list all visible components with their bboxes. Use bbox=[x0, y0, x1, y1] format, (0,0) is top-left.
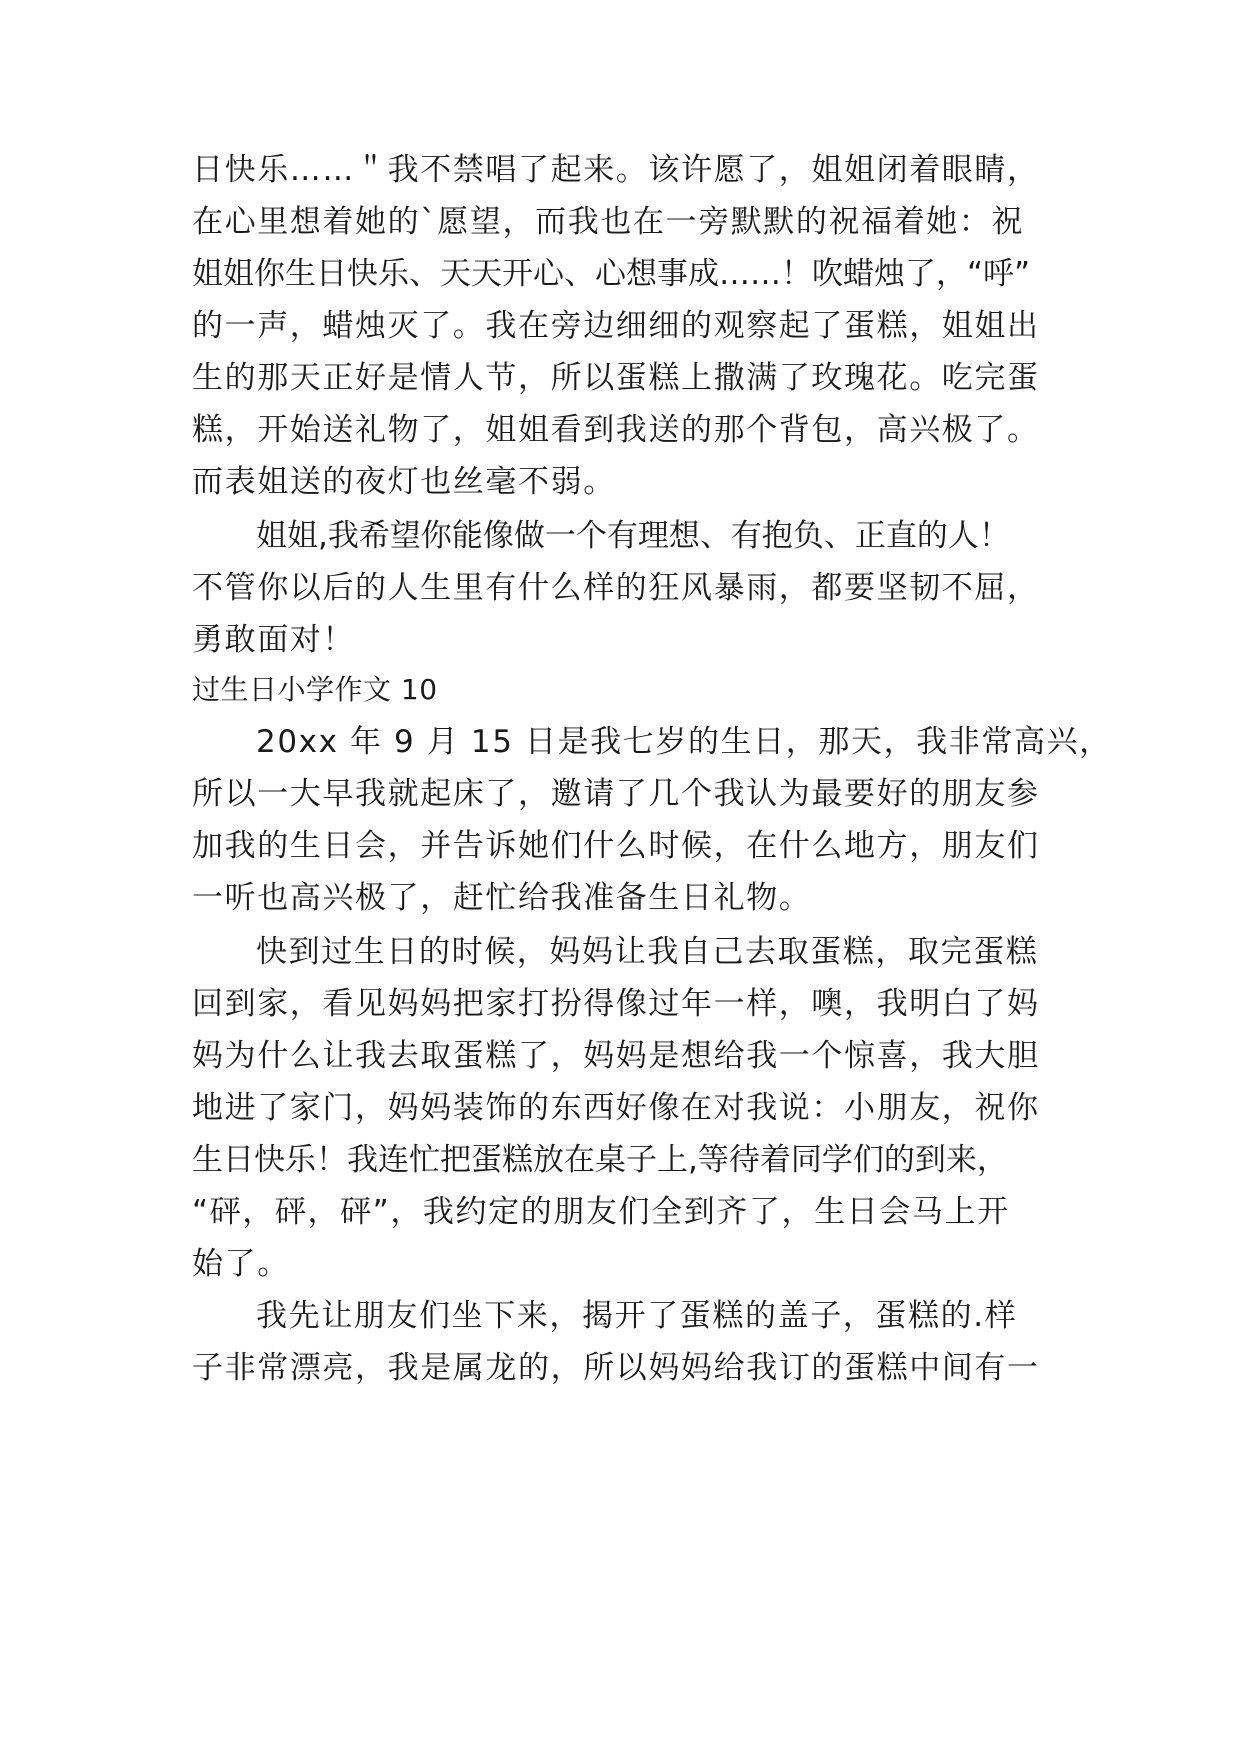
paragraph-line: 姐姐你生日快乐、天天开心、心想事成……！吹蜡烛了，“呼” bbox=[192, 256, 1031, 292]
paragraph-line: 一听也高兴极了，赶忙给我准备生日礼物。 bbox=[192, 880, 812, 916]
paragraph-line: 糕，开始送礼物了，姐姐看到我送的那个背包，高兴极了。 bbox=[192, 412, 1040, 448]
paragraph-line: 始了。 bbox=[192, 1246, 290, 1282]
paragraph-line: 我先让朋友们坐下来，揭开了蛋糕的盖子，蛋糕的.样 bbox=[256, 1298, 1018, 1334]
paragraph-line: 子非常漂亮，我是属龙的，所以妈妈给我订的蛋糕中间有一 bbox=[192, 1350, 1040, 1386]
paragraph-line: 地进了家门，妈妈装饰的东西好像在对我说：小朋友，祝你 bbox=[192, 1090, 1040, 1126]
paragraph-line: 日快乐……＂我不禁唱了起来。该许愿了，姐姐闭着眼睛， bbox=[192, 152, 1040, 188]
paragraph-line: 的一声，蜡烛灭了。我在旁边细细的观察起了蛋糕，姐姐出 bbox=[192, 308, 1040, 344]
paragraph-line: 加我的生日会，并告诉她们什么时候，在什么地方，朋友们 bbox=[192, 828, 1040, 864]
paragraph-line: 妈为什么让我去取蛋糕了，妈妈是想给我一个惊喜，我大胆 bbox=[192, 1038, 1040, 1074]
paragraph-line: 快到过生日的时候，妈妈让我自己去取蛋糕，取完蛋糕 bbox=[256, 934, 1039, 970]
paragraph-line: 而表姐送的夜灯也丝毫不弱。 bbox=[192, 464, 616, 500]
paragraph-line: “砰，砰，砰”，我约定的朋友们全到齐了，生日会马上开 bbox=[192, 1194, 1010, 1230]
paragraph-line: 生的那天正好是情人节，所以蛋糕上撒满了玫瑰花。吃完蛋 bbox=[192, 360, 1040, 396]
section-heading: 过生日小学作文 10 bbox=[192, 673, 438, 706]
paragraph-line: 20xx 年 9 月 15 日是我七岁的生日，那天，我非常高兴， bbox=[256, 724, 1112, 760]
paragraph-line: 勇敢面对！ bbox=[192, 622, 355, 658]
paragraph-line: 在心里想着她的`愿望，而我也在一旁默默的祝福着她：祝 bbox=[192, 204, 1025, 240]
paragraph-line: 姐姐,我希望你能像做一个有理想、有抱负、正直的人！ bbox=[256, 518, 1010, 554]
paragraph-line: 回到家，看见妈妈把家打扮得像过年一样，噢，我明白了妈 bbox=[192, 986, 1040, 1022]
paragraph-line: 生日快乐！我连忙把蛋糕放在桌子上,等待着同学们的到来， bbox=[192, 1142, 1008, 1178]
paragraph-line: 不管你以后的人生里有什么样的狂风暴雨，都要坚韧不屈， bbox=[192, 570, 1040, 606]
paragraph-line: 所以一大早我就起床了，邀请了几个我认为最要好的朋友参 bbox=[192, 776, 1040, 812]
